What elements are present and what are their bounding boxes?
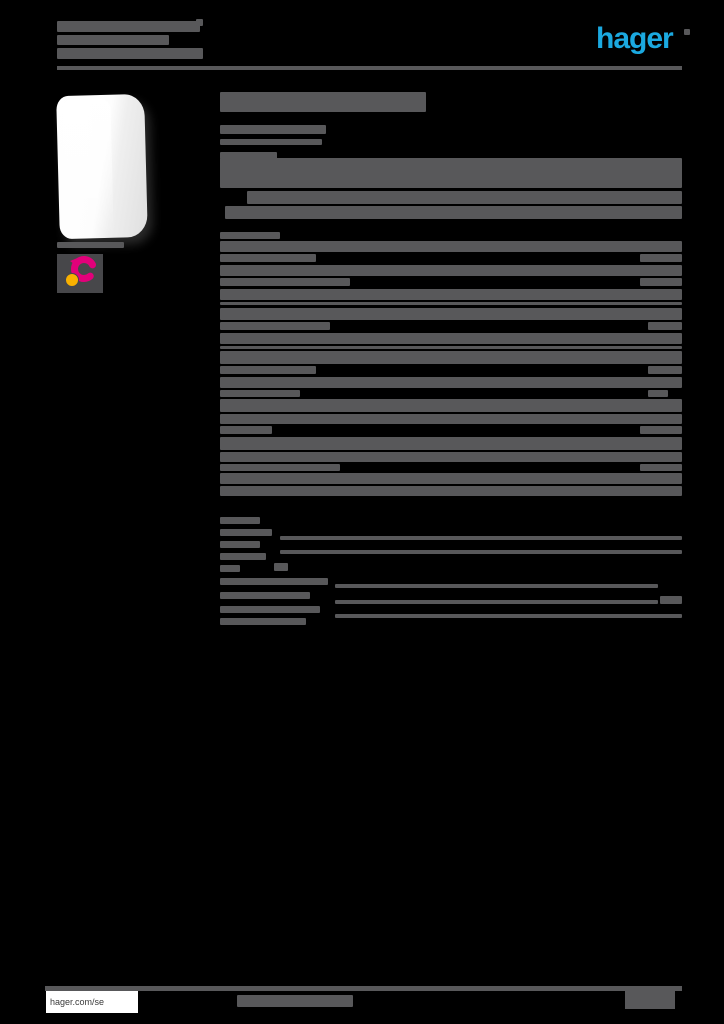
redacted-text-block: [220, 158, 682, 188]
easy-config-logo-tile: [57, 254, 103, 293]
product-image: [56, 94, 148, 239]
redacted-text-block: [648, 322, 682, 330]
redacted-text-block: [335, 600, 658, 604]
redacted-text-block: [220, 278, 350, 286]
redacted-text-block: [640, 254, 682, 262]
redacted-text-block: [225, 206, 682, 219]
redacted-text-block: [335, 614, 682, 618]
redacted-text-block: [220, 464, 340, 471]
redacted-text-block: [247, 191, 682, 204]
redacted-text-block: [220, 592, 310, 599]
redacted-text-block: [220, 377, 682, 388]
redacted-text-block: [220, 390, 300, 397]
redacted-text-block: [220, 366, 316, 374]
redacted-text-block: [220, 541, 260, 548]
redacted-text-block: [220, 308, 682, 320]
redacted-text-block: [57, 21, 200, 32]
redacted-text-block: [220, 333, 682, 344]
redacted-text-block: [57, 35, 169, 45]
hager-easy-logo-icon: [61, 254, 99, 293]
redacted-text-block: [220, 452, 682, 462]
redacted-text-block: [640, 278, 682, 286]
footer-divider: [45, 986, 682, 991]
redacted-text-block: [220, 346, 682, 349]
redacted-text-block: [220, 92, 426, 112]
redacted-text-block: [220, 437, 682, 450]
redacted-text-block: [220, 414, 682, 424]
redacted-text-block: [648, 366, 682, 374]
redacted-text-block: [274, 563, 288, 571]
redacted-text-block: [220, 289, 682, 300]
redacted-text-block: [640, 426, 682, 434]
redacted-text-block: [280, 536, 682, 540]
header-divider: [57, 66, 682, 70]
redacted-text-block: [220, 302, 682, 305]
redacted-text-block: [684, 29, 690, 35]
redacted-text-block: [237, 995, 353, 1007]
redacted-text-block: [648, 390, 668, 397]
redacted-text-block: [220, 241, 682, 252]
redacted-text-block: [220, 565, 240, 572]
redacted-text-block: [57, 48, 203, 59]
redacted-text-block: [220, 351, 682, 364]
redacted-text-block: [220, 254, 316, 262]
redacted-text-block: [220, 399, 682, 412]
redacted-text-block: [220, 618, 306, 625]
redacted-text-block: [220, 426, 272, 434]
footer-website-label: hager.com/se: [50, 997, 105, 1007]
redacted-text-block: [660, 596, 682, 604]
redacted-text-block: [220, 473, 682, 484]
page-number-badge: [625, 991, 675, 1009]
redacted-text-block: [220, 322, 330, 330]
redacted-text-block: [220, 139, 322, 145]
redacted-text-block: [220, 265, 682, 276]
redacted-text-block: [640, 464, 682, 471]
redacted-text-block: [280, 550, 682, 554]
redacted-text-block: [220, 517, 260, 524]
redacted-text-block: [220, 529, 272, 536]
redacted-text-block: [335, 584, 658, 588]
redacted-text-block: [196, 19, 203, 26]
redacted-text-block: [57, 242, 124, 248]
hager-logo: hager: [596, 22, 673, 55]
redacted-text-block: [220, 486, 682, 496]
product-image-highlight: [62, 99, 114, 237]
redacted-text-block: [220, 606, 320, 613]
redacted-text-block: [220, 553, 266, 560]
redacted-text-block: [220, 232, 280, 239]
redacted-text-block: [220, 578, 328, 585]
footer-website-link[interactable]: [46, 991, 138, 1013]
redacted-text-block: [220, 125, 326, 134]
